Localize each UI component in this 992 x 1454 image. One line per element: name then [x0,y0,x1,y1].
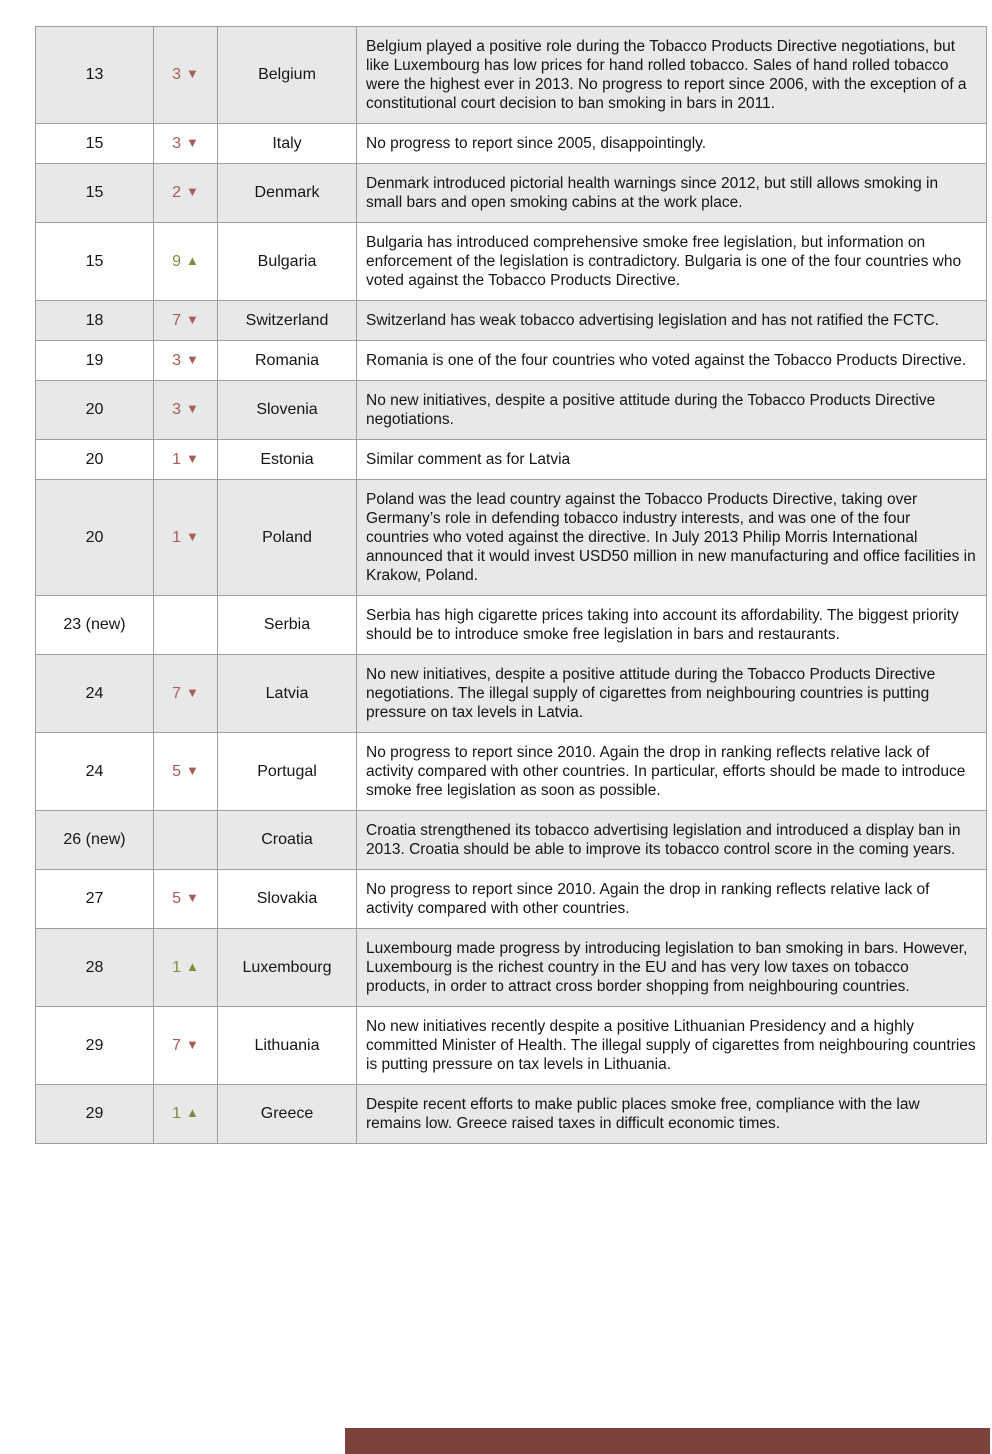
change-value: 2 [172,184,182,201]
down-arrow-icon: ▼ [186,528,199,544]
change-value: 5 [172,890,182,907]
country-cell: Greece [218,1085,357,1144]
change-value: 1 [172,528,182,546]
change-cell [154,341,218,381]
country-cell: Romania [218,341,357,381]
comment-cell: Croatia strengthened its tobacco advertising legislation and introduced a display ban in 2013. Croatia should be able to improve its tobacco control score in the coming years. [357,811,987,870]
change-value: 3 [172,134,182,152]
change-cell [154,1007,218,1085]
table-row [36,27,987,124]
country-cell: Estonia [218,440,357,480]
down-arrow-icon: ▼ [186,311,199,327]
up-arrow-icon: ▲ [186,1105,199,1120]
table-row [36,655,987,733]
change-cell [154,655,218,733]
rank-cell: 23 (new) [36,596,154,655]
comment-cell: Luxembourg made progress by introducing legislation to ban smoking in bars. However, Luxembourg is the richest country in the EU and has very low taxes on tobacco products, in order to attract cross border shopping from neighbouring countries. [357,929,987,1007]
table-row [36,440,987,480]
country-cell: Slovakia [218,870,357,929]
rank-cell: 24 [36,733,154,811]
comment-cell: Despite recent efforts to make public places smoke free, compliance with the law remains low. Greece raised taxes in difficult economic times. [357,1085,987,1144]
table-row [36,480,987,596]
table-row [36,124,987,164]
up-arrow-icon: ▲ [186,958,199,974]
comment-cell: Similar comment as for Latvia [357,440,987,480]
change-value: 3 [172,351,182,369]
down-arrow-icon: ▼ [186,184,199,199]
rank-cell: 15 [36,164,154,223]
down-arrow-icon: ▼ [186,134,199,150]
change-cell [154,1085,218,1144]
change-cell [154,440,218,480]
country-cell: Latvia [218,655,357,733]
change-cell [154,124,218,164]
change-value: 7 [172,311,182,329]
change-value: 7 [172,1036,182,1054]
change-value: 1 [172,450,182,468]
table-row [36,341,987,381]
comment-cell: Belgium played a positive role during the Tobacco Products Directive negotiations, but like Luxembourg has low prices for hand rolled tobacco. Sales of hand rolled tobacco were the highest ever in 2013. No progress to report since 2006, with the exception of a constitutional court decision to ban smoking in bars in 2011. [357,27,987,124]
table-row [36,1085,987,1144]
change-value: 9 [172,252,182,270]
change-cell [154,480,218,596]
country-cell: Lithuania [218,1007,357,1085]
rank-cell: 20 [36,440,154,480]
rank-cell: 28 [36,929,154,1007]
comment-cell: No progress to report since 2010. Again the drop in ranking reflects relative lack of activity compared with other countries. In particular, efforts should be made to introduce smoke free legislation as soon as possible. [357,733,987,811]
down-arrow-icon: ▼ [186,890,199,905]
rank-cell: 20 [36,480,154,596]
comment-cell: Serbia has high cigarette prices taking into account its affordability. The biggest priority should be to introduce smoke free legislation in bars and restaurants. [357,596,987,655]
change-cell [154,596,218,655]
comment-cell: Bulgaria has introduced comprehensive smoke free legislation, but information on enforcement of the legislation is contradictory. Bulgaria is one of the four countries who voted against the Tobacco Products Directive. [357,223,987,301]
table-row [36,733,987,811]
rank-cell: 29 [36,1085,154,1144]
table-row [36,596,987,655]
change-value: 1 [172,958,182,976]
rank-cell: 29 [36,1007,154,1085]
next-section-bar [345,1428,990,1454]
country-cell: Bulgaria [218,223,357,301]
down-arrow-icon: ▼ [186,684,199,700]
rank-cell: 27 [36,870,154,929]
comment-cell: No progress to report since 2005, disappointingly. [357,124,987,164]
change-cell [154,733,218,811]
rank-cell: 24 [36,655,154,733]
change-cell [154,870,218,929]
comment-cell: Poland was the lead country against the Tobacco Products Directive, taking over Germany’s role in defending tobacco industry interests, and was one of the four countries who voted against the directive. In July 2013 Philip Morris International announced that it would invest USD50 million in new manufacturing and office facilities in Krakow, Poland. [357,480,987,596]
table-row [36,164,987,223]
rank-cell: 20 [36,381,154,440]
down-arrow-icon: ▼ [186,762,199,778]
country-cell: Switzerland [218,301,357,341]
up-arrow-icon: ▲ [186,252,199,268]
change-cell [154,811,218,870]
table-row [36,929,987,1007]
country-cell: Denmark [218,164,357,223]
rank-cell: 18 [36,301,154,341]
comment-cell: Denmark introduced pictorial health warnings since 2012, but still allows smoking in small bars and open smoking cabins at the work place. [357,164,987,223]
country-cell: Croatia [218,811,357,870]
down-arrow-icon: ▼ [186,450,199,466]
comment-cell: No new initiatives, despite a positive attitude during the Tobacco Products Directive negotiations. The illegal supply of cigarettes from neighbouring countries is putting pressure on tax levels in Latvia. [357,655,987,733]
down-arrow-icon: ▼ [186,351,199,367]
down-arrow-icon: ▼ [186,401,199,416]
change-value: 1 [172,1105,182,1122]
change-value: 3 [172,66,182,83]
rank-cell: 19 [36,341,154,381]
table-row [36,870,987,929]
table-row [36,223,987,301]
comment-cell: Romania is one of the four countries who voted against the Tobacco Products Directive. [357,341,987,381]
country-cell: Serbia [218,596,357,655]
change-cell [154,164,218,223]
country-cell: Poland [218,480,357,596]
comment-cell: No new initiatives recently despite a positive Lithuanian Presidency and a highly committed Minister of Health. The illegal supply of cigarettes from neighbouring countries is putting pressure on tax levels in Lithuania. [357,1007,987,1085]
table-row [36,1007,987,1085]
table-row [36,381,987,440]
change-cell [154,929,218,1007]
country-ranking-table [35,26,987,1144]
down-arrow-icon: ▼ [186,66,199,81]
rank-cell: 13 [36,27,154,124]
country-cell: Portugal [218,733,357,811]
country-cell: Belgium [218,27,357,124]
table-row [36,301,987,341]
change-value: 3 [172,401,182,418]
country-cell: Slovenia [218,381,357,440]
change-cell [154,223,218,301]
change-value: 5 [172,762,182,780]
rank-cell: 15 [36,124,154,164]
country-cell: Luxembourg [218,929,357,1007]
change-cell [154,381,218,440]
change-cell [154,27,218,124]
rank-cell: 15 [36,223,154,301]
country-cell: Italy [218,124,357,164]
comment-cell: No new initiatives, despite a positive attitude during the Tobacco Products Directive negotiations. [357,381,987,440]
comment-cell: Switzerland has weak tobacco advertising legislation and has not ratified the FCTC. [357,301,987,341]
change-cell [154,301,218,341]
comment-cell: No progress to report since 2010. Again the drop in ranking reflects relative lack of activity compared with other countries. [357,870,987,929]
change-value: 7 [172,684,182,702]
rank-cell: 26 (new) [36,811,154,870]
down-arrow-icon: ▼ [186,1036,199,1052]
table-row [36,811,987,870]
